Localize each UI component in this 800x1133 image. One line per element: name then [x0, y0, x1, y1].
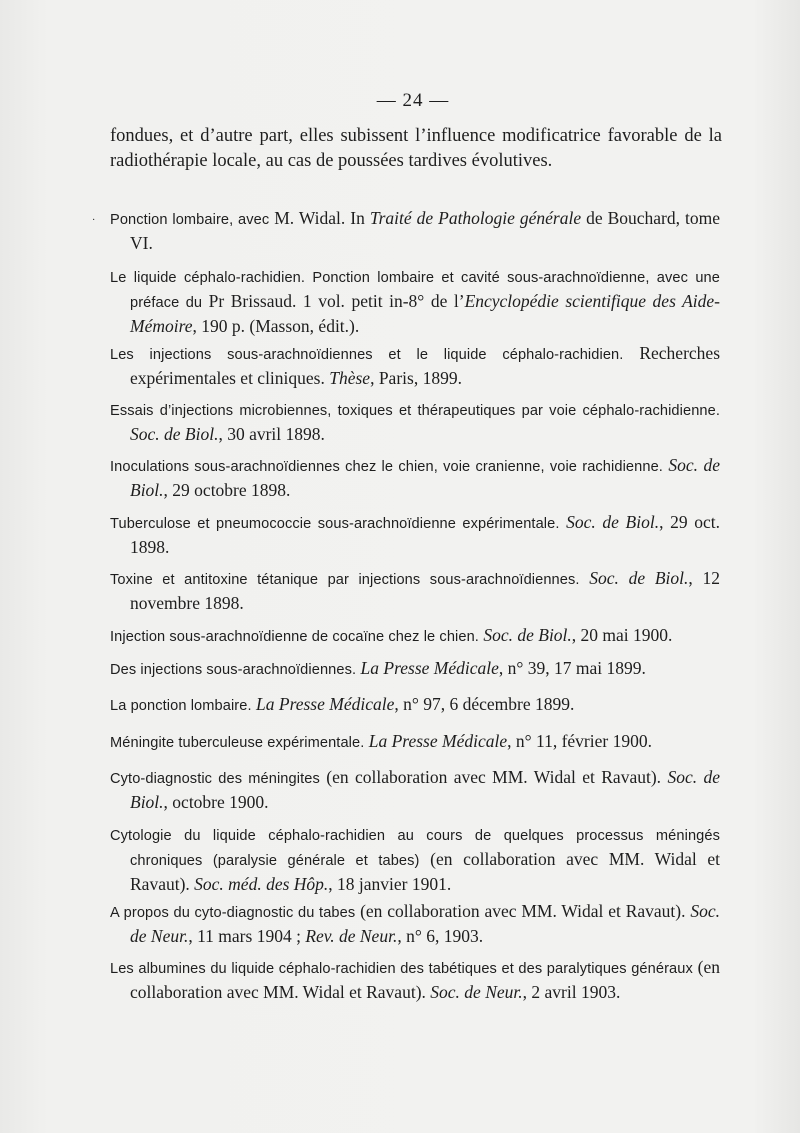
entry-journal: Thèse [329, 368, 371, 388]
entry-title: Cyto-diagnostic des méningites [110, 771, 320, 787]
entry-journal: Soc. de Biol. [130, 424, 219, 444]
entry-journal: Soc. de Biol. [566, 512, 660, 532]
entry-title: Le liquide céphalo-rachidien. Ponction lombaire et cavité sous-arachnoïdienne, avec une préface du [110, 270, 720, 311]
bibliography-entry: Les injections sous-arachnoïdiennes et le liquide céphalo-rachidien. Recherches expérimentales et cliniques. Thèse, Paris, 1899. [110, 343, 720, 388]
intro-paragraph: fondues, et d’autre part, elles subissent l’influence modificatrice favorable de la radiothérapie locale, au cas de poussées tardives évolutives. [110, 126, 722, 171]
entry-journal: La Presse Médicale [368, 731, 508, 751]
bibliography-entry: Ponction lombaire, avec M. Widal. In Traité de Pathologie générale de Bouchard, tome VI. [110, 208, 720, 253]
entry-title: Injection sous-arachnoïdienne de cocaïne chez le chien. [110, 629, 479, 645]
entry-title: Tuberculose et pneumococcie sous-arachnoïdienne expérimentale. [110, 516, 560, 532]
entry-title: A propos du cyto-diagnostic du tabes [110, 905, 356, 921]
bibliography-entry: Le liquide céphalo-rachidien. Ponction lombaire et cavité sous-arachnoïdienne, avec une préface du Pr Brissaud. 1 vol. petit in-8° de l’Encyclopédie scientifique des Aide-Mémoire, 190 p. (Masson, édit.). [110, 270, 720, 336]
entry-journal: La Presse Médicale [360, 658, 499, 678]
entry-title: Les injections sous-arachnoïdiennes et le liquide céphalo-rachidien. [110, 347, 624, 363]
bibliography-entry: Injection sous-arachnoïdienne de cocaïne chez le chien. Soc. de Biol., 20 mai 1900. [110, 625, 673, 645]
bibliography-entry: Des injections sous-arachnoïdiennes. La Presse Médicale, n° 39, 17 mai 1899. [110, 658, 646, 678]
entry-title: Toxine et antitoxine tétanique par injections sous-arachnoïdiennes. [110, 572, 580, 588]
entry-journal: La Presse Médicale [256, 694, 395, 714]
margin-bullet: · [92, 215, 96, 226]
entry-title: Des injections sous-arachnoïdiennes. [110, 662, 357, 678]
entry-title: Cytologie du liquide céphalo-rachidien au cours de quelques processus méningés chroniques (paralysie générale et tabes) [110, 828, 720, 869]
entry-title: Méningite tuberculeuse expérimentale. [110, 735, 365, 751]
bibliography-entry: A propos du cyto-diagnostic du tabes (en collaboration avec MM. Widal et Ravaut). Soc. de Neur., 11 mars 1904 ; Rev. de Neur., n° 6, 1903. [110, 901, 720, 946]
entry-journal: Encyclopédie scientifique des Aide-Mémoire [130, 291, 720, 336]
entry-journal-secondary: Rev. de Neur. [305, 926, 398, 946]
entry-journal: Soc. méd. des Hôp. [194, 874, 329, 894]
bibliography-entry: La ponction lombaire. La Presse Médicale, n° 97, 6 décembre 1899. [110, 694, 575, 714]
entry-journal: Soc. de Biol. [483, 625, 572, 645]
entry-journal: Soc. de Biol. [589, 568, 689, 588]
bibliography-entry: Essais d’injections microbiennes, toxiques et thérapeutiques par voie céphalo-rachidienne. Soc. de Biol., 30 avril 1898. [110, 403, 720, 444]
bibliography-entry: Cyto-diagnostic des méningites (en collaboration avec MM. Widal et Ravaut). Soc. de Biol., octobre 1900. [110, 767, 720, 812]
bibliography-entry: Cytologie du liquide céphalo-rachidien au cours de quelques processus méningés chroniques (paralysie générale et tabes) (en collaboration avec MM. Widal et Ravaut). Soc. méd. des Hôp., 18 janvier 1901. [110, 828, 720, 894]
bibliography-entry: Inoculations sous-arachnoïdiennes chez le chien, voie cranienne, voie rachidienne. Soc. de Biol., 29 octobre 1898. [110, 455, 720, 500]
entry-journal: Soc. de Biol. [130, 455, 720, 500]
entry-title: Ponction lombaire, avec [110, 212, 270, 228]
bibliography-entry: Les albumines du liquide céphalo-rachidien des tabétiques et des paralytiques généraux (en collaboration avec MM. Widal et Ravaut). Soc. de Neur., 2 avril 1903. [110, 957, 720, 1002]
bibliography-entry: Méningite tuberculeuse expérimentale. La Presse Médicale, n° 11, février 1900. [110, 731, 652, 751]
entry-title: Les albumines du liquide céphalo-rachidien des tabétiques et des paralytiques généraux [110, 961, 693, 977]
entry-title: Inoculations sous-arachnoïdiennes chez le chien, voie cranienne, voie rachidienne. [110, 459, 663, 475]
entry-title: La ponction lombaire. [110, 698, 252, 714]
page-number: — 24 — [376, 90, 450, 111]
entry-journal: Soc. de Neur. [430, 982, 523, 1002]
bibliography-entry: Toxine et antitoxine tétanique par injections sous-arachnoïdiennes. Soc. de Biol., 12 novembre 1898. [110, 568, 720, 613]
entry-journal: Traité de Pathologie générale [369, 208, 582, 228]
entry-title: Essais d’injections microbiennes, toxiques et thérapeutiques par voie céphalo-rachidienne. [110, 403, 720, 419]
bibliography-entry: Tuberculose et pneumococcie sous-arachnoïdienne expérimentale. Soc. de Biol., 29 oct. 1898. [110, 512, 720, 557]
entry-journal: Soc. de Biol. [130, 767, 720, 812]
entry-journal: Soc. de Neur. [130, 901, 720, 946]
